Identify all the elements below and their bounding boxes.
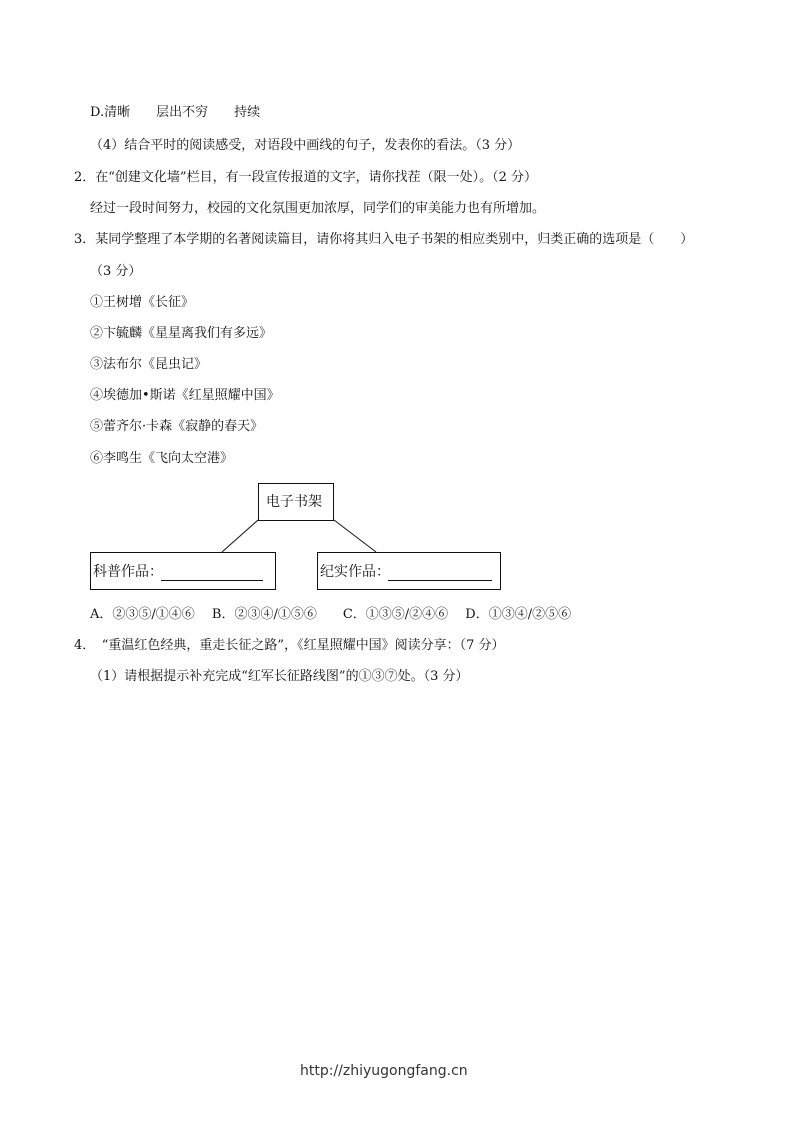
diagram-right-blank [388, 580, 492, 581]
question-4: 4． “重温红色经典，重走长征之路”，《红星照耀中国》阅读分享：（7 分） [74, 638, 505, 653]
diagram-right-label: 纪实作品： [320, 564, 390, 580]
question-3-options: A．②③⑤/①④⑥ B．②③④/①⑤⑥ C．①③⑤/②④⑥ D．①③④/②⑤⑥ [90, 607, 572, 622]
book-item-1: ①王树增《长征》 [90, 295, 195, 310]
diagram-left-blank [161, 580, 263, 581]
question-1-4: （4）结合平时的阅读感受，对语段中画线的句子，发表你的看法。（3 分） [90, 138, 521, 153]
book-item-2: ②卞毓麟《星星离我们有多远》 [90, 326, 273, 341]
diagram-top-label: 电子书架 [266, 494, 322, 510]
question-2: 2．在“创建文化墙”栏目，有一段宣传报道的文字，请你找茬（限一处）。（2 分） [74, 170, 537, 185]
footer-url: http://zhiyugongfang.cn [300, 1063, 468, 1079]
question-4-1: （1）请根据提示补充完成“红军长征路线图”的①③⑦处。（3 分） [90, 669, 469, 684]
question-3-score: （3 分） [90, 264, 142, 279]
question-3: 3．某同学整理了本学期的名著阅读篇目，请你将其归入电子书架的相应类别中，归类正确的选项是（ ） [74, 232, 694, 247]
book-item-3: ③法布尔《昆虫记》 [90, 357, 208, 372]
book-item-6: ⑥李鸣生《飞向太空港》 [90, 451, 234, 466]
diagram-right-box [317, 552, 501, 590]
option-d-line: D.清晰 层出不穷 持续 [90, 105, 261, 120]
diagram-left-label: 科普作品： [93, 564, 163, 580]
book-item-4: ④埃德加•斯诺《红星照耀中国》 [90, 388, 280, 403]
question-2-text: 经过一段时间努力，校园的文化氛围更加浓厚，同学们的审美能力也有所增加。 [90, 201, 546, 216]
book-item-5: ⑤蕾齐尔·卡森《寂静的春天》 [90, 419, 264, 434]
diagram-left-box [90, 552, 276, 590]
diagram-top-box [258, 483, 334, 521]
